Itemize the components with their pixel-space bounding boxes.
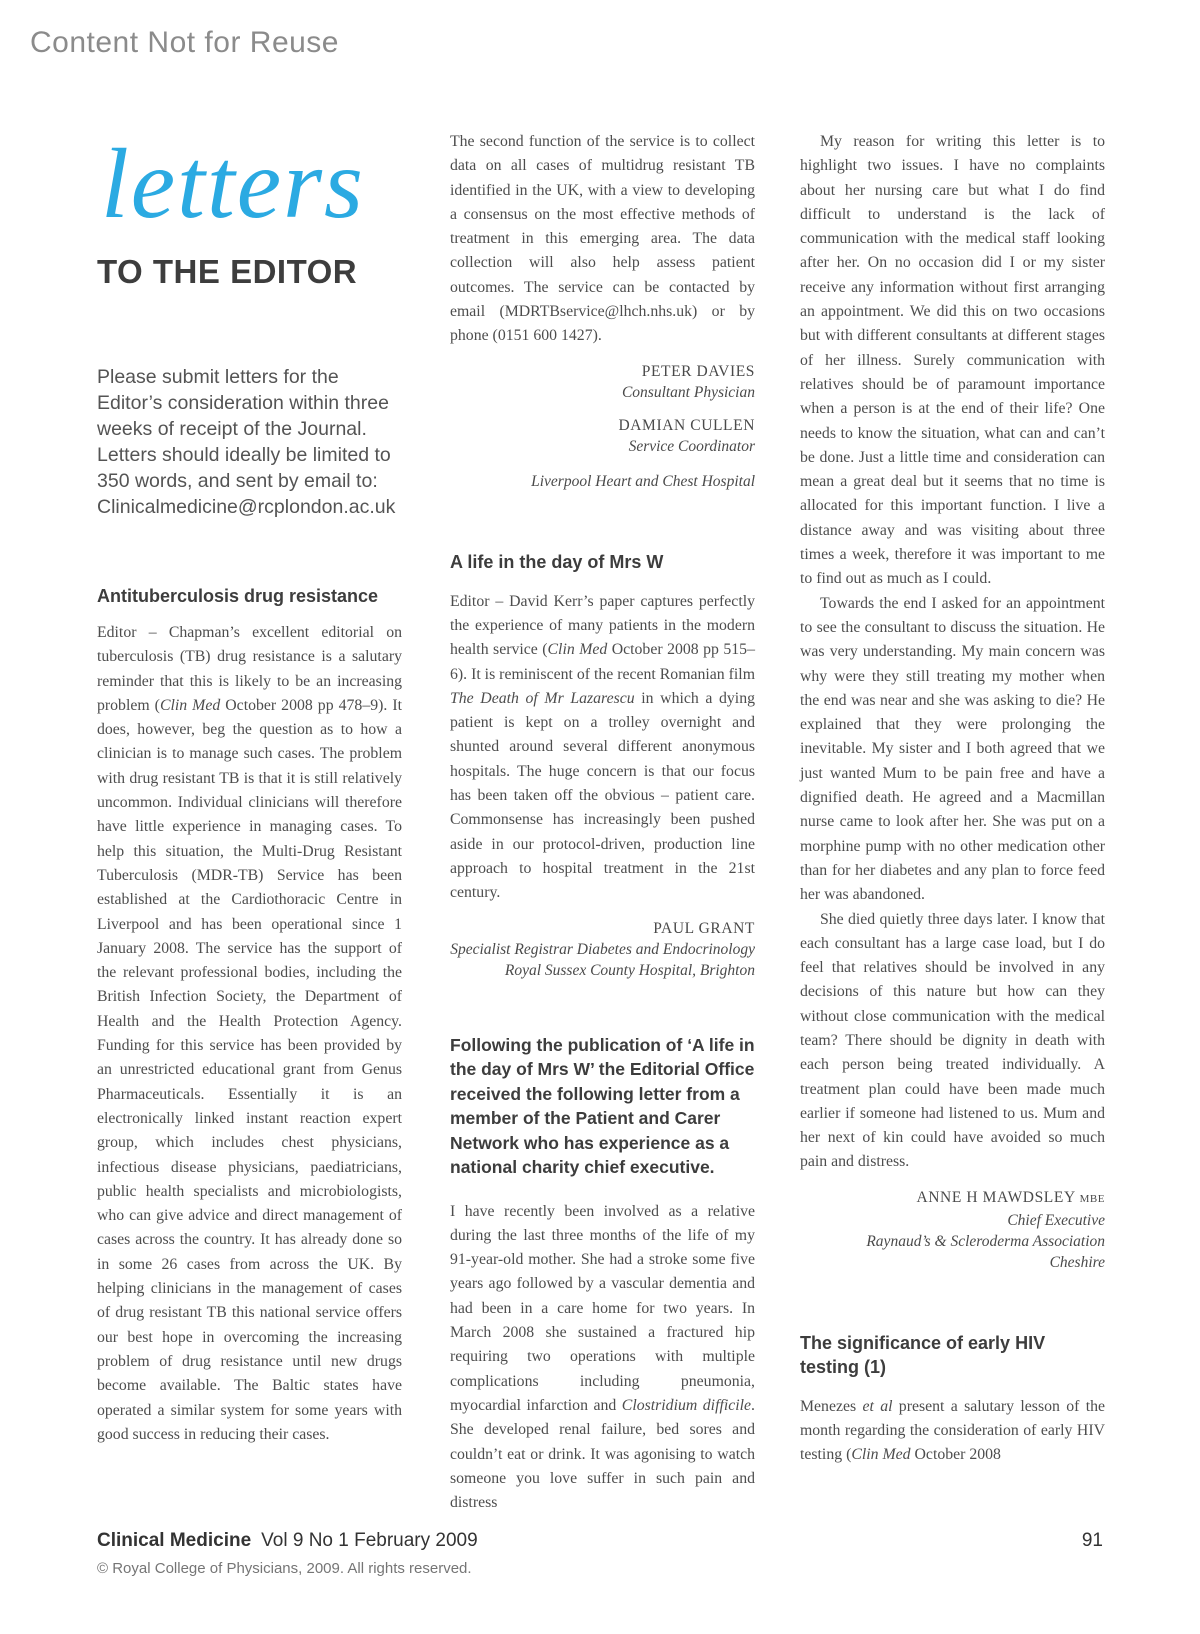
letter-body-antituberculosis-col2: The second function of the service is to collect data on all cases of multidrug resistant TB identified in the UK, with a view to developing a consensus on the most effective methods of treatment in this emerging area. The data collection will also help assess patient outcomes. The service can be contacted by email (MDRTBservice@lhch.nhs.uk) or by phone (0151 600 1427). bbox=[450, 133, 755, 345]
letter-body-carer-col3-p3: She died quietly three days later. I know that each consultant has a large case load, but I do feel that relatives should be involved in any decisions of this nature but how can they without close communication with the medical team? There should be dignity in death with each person being treated individually. A treatment plan could have been made much earlier if someone had listened to us. Mum and her next of kin could have avoided so much pain and distress. bbox=[800, 910, 1105, 1171]
page-number: 91 bbox=[1081, 1530, 1103, 1551]
signature-name: PETER DAVIES bbox=[641, 362, 755, 380]
copyright-notice: © Royal College of Physicians, 2009. All rights reserved. bbox=[97, 1560, 472, 1577]
letter-body-carer-col3-p1: My reason for writing this letter is to highlight two issues. I have no complaints about her nursing care but what I do find difficult to understand is the lack of communication with the medical staff looking after her. On no occasion did I or my sister receive any information without first arranging an appointment. We did this on two occasions but with different consultants at different stages of her illness. Surely communication with relatives should be of paramount importance when a person is at the end of their life? One needs to know the situation, what can and can’t be done. Just a little time and consideration can mean a great deal but it seems that no time is allocated for this important function. I live a distance away and was visiting about three times a week, therefore it was important to me to find out as much as I could. bbox=[800, 133, 1105, 588]
footer-journal-info bbox=[97, 1530, 478, 1552]
column-left bbox=[97, 118, 402, 1447]
page-footer bbox=[97, 1530, 1103, 1552]
signature-role: Chief Executive bbox=[1007, 1211, 1105, 1229]
letter-heading-mrs-w: A life in the day of Mrs W bbox=[450, 551, 664, 572]
letter-body-carer-col2: I have recently been involved as a relative during the last three months of the life of my 91-year-old mother. She had a stroke some five years ago followed by a vascular dementia and had been in a care home for two years. In March 2008 she sustained a fractured hip requiring two operations with multiple complications including pneumonia, myocardial infarction and Clostridium difficile. She developed renal failure, bed sores and couldn’t eat or drink. It was agonising to watch someone you love suffer in such pain and distress bbox=[450, 1202, 755, 1512]
signature-role: Consultant Physician bbox=[621, 383, 755, 401]
signature-block bbox=[450, 918, 755, 981]
journal-name: Clinical Medicine bbox=[97, 1530, 252, 1551]
letter-heading-antituberculosis: Antituberculosis drug resistance bbox=[97, 586, 379, 606]
letter-body-antituberculosis-col1: Editor – Chapman’s excellent editorial on tuberculosis (TB) drug resistance is a salutary reminder that this is likely to be an increasing problem (Clin Med October 2008 pp 478–9). It does, however, beg the question as to how a clinician is to manage such cases. The problem with drug resistant TB is that it is still relatively uncommon. Individual clinicians will therefore have little experience in managing cases. To help this situation, the Multi-Drug Resistant Tuberculosis (MDR-TB) Service has been established at the Cardiothoracic Centre in Liverpool and has been operational since 1 January 2008. The service has the support of the relevant professional bodies, including the British Infection Society, the Department of Health and the Health Protection Agency. Funding for this service has been provided by an unrestricted educational grant from Genus Pharmaceuticals. Essentially it is an electronically linked instant reaction expert group, which includes chest physicians, infectious disease physicians, paediatricians, public health specialists and microbiologists, who can give advice and direct management of cases across the country. It has already done so in some 26 cases from across the UK. By helping clinicians in the management of cases of drug resistant TB this national service offers our best hope in overcoming the increasing problem of drug resistance until new drugs become available. The Baltic states have operated a similar system for some years with good success in reducing their cases. bbox=[97, 624, 402, 1443]
letter-body-mrs-w: Editor – David Kerr’s paper captures perfectly the experience of many patients in the modern health service (Clin Med October 2008 pp 515–6). It is reminiscent of the recent Romanian film The Death of Mr Lazarescu in which a dying patient is kept on a trolley overnight and shunted around several different anonymous hospitals. The huge concern is that our focus has been taken off the obvious – patient care. Commonsense has increasingly been pushed aside in our protocol-driven, production line approach to hospital treatment in the 21st century. bbox=[450, 592, 755, 902]
signature-role: Service Coordinator bbox=[628, 437, 755, 455]
signature-block bbox=[450, 361, 755, 403]
masthead-subtitle: TO THE EDITOR bbox=[97, 253, 358, 290]
signature-block bbox=[800, 1187, 1105, 1273]
signature-name: DAMIAN CULLEN bbox=[618, 416, 755, 434]
letter-body-hiv: Menezes et al present a salutary lesson of the month regarding the consideration of early HIV testing (Clin Med October 2008 bbox=[800, 1397, 1106, 1464]
masthead-title-letters: letters bbox=[101, 128, 365, 239]
submission-note: Please submit letters for the Editor’s consideration within three weeks of receipt of the Journal. Letters should ideally be limited to 350 words, and sent by email to: Clinicalmedicine@rcplondon.ac.uk bbox=[97, 366, 396, 518]
signature-name: PAUL GRANT bbox=[653, 919, 755, 937]
signature-honorific: MBE bbox=[1079, 1192, 1105, 1205]
editorial-intro-note: Following the publication of ‘A life in the day of Mrs W’ the Editorial Office received the following letter from a member of the Patient and Carer Network who has experience as a national charity chief executive. bbox=[450, 1034, 755, 1178]
signature-affiliation: Liverpool Heart and Chest Hospital bbox=[531, 472, 755, 490]
column-middle bbox=[450, 130, 755, 1515]
letter-body-carer-col3-p2: Towards the end I asked for an appointment to see the consultant to discuss the situation. He was very understanding. My main concern was why were they still treating my mother when the end was near and she was asking to die? He explained that they were prolonging the inevitable. My sister and I both agreed that we just wanted Mum to be pain free and have a dignified death. He agreed and a Macmillan nurse came to look after her. She was put on a morphine pump with no other medication other than for her diabetes and any plan to force feed her was abandoned. bbox=[800, 594, 1105, 904]
letter-heading-hiv-testing: The significance of early HIV testing (1) bbox=[800, 1332, 1046, 1377]
signature-role: Specialist Registrar Diabetes and Endocrinology bbox=[450, 940, 755, 958]
signature-role: Royal Sussex County Hospital, Brighton bbox=[504, 961, 755, 979]
signature-role: Cheshire bbox=[1049, 1253, 1105, 1271]
signature-block bbox=[450, 415, 755, 457]
journal-issue: Vol 9 No 1 February 2009 bbox=[261, 1530, 478, 1551]
watermark-text: Content Not for Reuse bbox=[30, 26, 339, 59]
masthead bbox=[97, 130, 402, 290]
signature-role: Raynaud’s & Scleroderma Association bbox=[866, 1232, 1105, 1250]
column-right bbox=[800, 130, 1105, 1468]
signature-name: ANNE H MAWDSLEY MBE bbox=[916, 1188, 1105, 1206]
